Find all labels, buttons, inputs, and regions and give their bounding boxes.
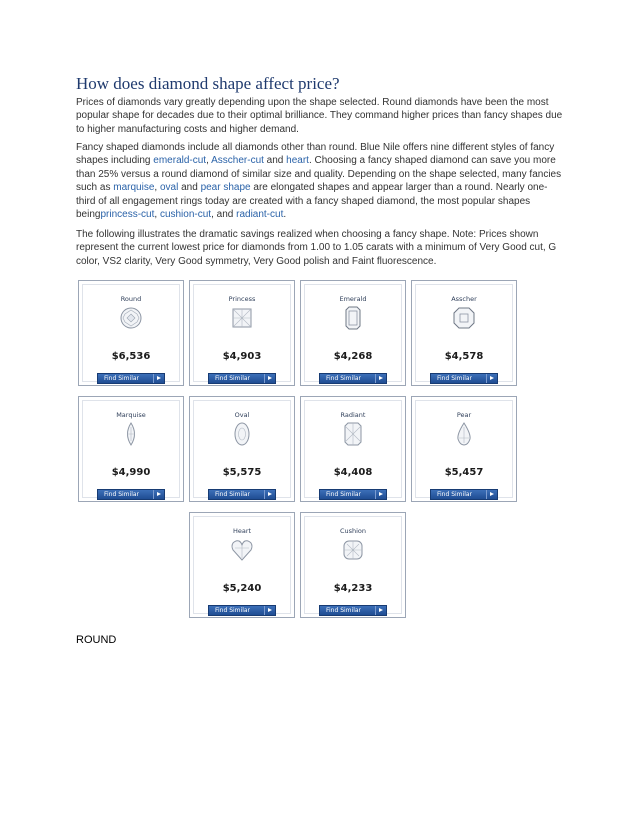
text: ,: [206, 155, 212, 167]
find-similar-button[interactable]: [430, 373, 498, 384]
find-similar-button[interactable]: [97, 373, 165, 384]
button-label: Find Similar: [326, 375, 361, 382]
find-similar-button[interactable]: [319, 605, 387, 616]
shape-price: $4,990: [111, 467, 151, 478]
shape-name: Marquise: [116, 411, 146, 419]
arrow-right-icon: [375, 606, 386, 615]
arrow-right-icon: [486, 374, 497, 383]
shape-card-radiant: [300, 396, 406, 502]
arrow-right-icon: [375, 490, 386, 499]
shape-card-marquise: [78, 396, 184, 502]
shape-name: Round: [120, 295, 142, 303]
text: ,: [154, 209, 160, 221]
article-title: How does diamond shape affect price?: [76, 74, 340, 93]
section-label-round: ROUND: [76, 634, 117, 646]
shape-name: Asscher: [451, 295, 477, 303]
arrow-right-icon: [264, 374, 275, 383]
text: and: [178, 182, 201, 194]
button-label: Find Similar: [437, 375, 472, 382]
shape-card-oval: [189, 396, 295, 502]
shape-card-pear: [411, 396, 517, 502]
text: , and: [211, 209, 237, 221]
shape-name: Cushion: [339, 527, 367, 535]
shape-card-asscher: [411, 280, 517, 386]
shape-price: $4,268: [333, 351, 373, 362]
find-similar-button[interactable]: [208, 373, 276, 384]
text: are elongated shapes and appear larger than a round. Nearly one-third of all engagement rings today are created with a fancy shaped diamond, the most popular shapes being: [76, 182, 548, 221]
link-pear-shape[interactable]: pear shape: [200, 182, 251, 194]
shape-price: $4,233: [333, 583, 373, 594]
link-cushion-cut[interactable]: cushion-cut: [159, 209, 212, 221]
shape-name: Radiant: [340, 411, 366, 419]
oval-diamond-icon: [230, 422, 254, 446]
shape-name: Princess: [228, 295, 256, 303]
shape-price: $6,536: [111, 351, 151, 362]
find-similar-button[interactable]: [208, 605, 276, 616]
asscher-diamond-icon: [452, 306, 476, 330]
shape-price: $5,240: [222, 583, 262, 594]
shape-card-emerald: [300, 280, 406, 386]
link-marquise[interactable]: marquise: [113, 182, 155, 194]
button-label: Find Similar: [437, 491, 472, 498]
text: and: [263, 155, 287, 167]
button-label: Find Similar: [215, 491, 250, 498]
heart-diamond-icon: [230, 538, 254, 562]
shape-card-cushion: [300, 512, 406, 618]
find-similar-button[interactable]: [319, 489, 387, 500]
find-similar-button[interactable]: [319, 373, 387, 384]
shape-card-round: [78, 280, 184, 386]
button-label: Find Similar: [104, 491, 139, 498]
text: Fancy shaped diamonds include all diamonds other than round. Blue Nile offers nine different styles of fancy shapes including: [76, 142, 555, 167]
link-oval[interactable]: oval: [159, 182, 179, 194]
shape-card-heart: [189, 512, 295, 618]
shape-name: Pear: [456, 411, 472, 419]
arrow-right-icon: [153, 490, 164, 499]
find-similar-button[interactable]: [430, 489, 498, 500]
cushion-diamond-icon: [341, 538, 365, 562]
radiant-diamond-icon: [341, 422, 365, 446]
princess-diamond-icon: [230, 306, 254, 330]
link-emerald-cut[interactable]: emerald-cut: [153, 155, 207, 167]
paragraph-fancy-shapes: [76, 141, 566, 221]
shape-price: $4,408: [333, 467, 373, 478]
find-similar-button[interactable]: [208, 489, 276, 500]
shape-card-princess: [189, 280, 295, 386]
button-label: Find Similar: [326, 491, 361, 498]
paragraph-intro: Prices of diamonds vary greatly depending upon the shape selected. Round diamonds have been the most popular shape for decades due to their optimal brilliance. They command higher prices than fancy shapes due to higher manufacturing costs and higher demand.: [76, 97, 563, 135]
text: ,: [154, 182, 160, 194]
arrow-right-icon: [264, 606, 275, 615]
shape-price: $4,903: [222, 351, 262, 362]
shape-price: $5,457: [444, 467, 484, 478]
arrow-right-icon: [375, 374, 386, 383]
arrow-right-icon: [153, 374, 164, 383]
arrow-right-icon: [486, 490, 497, 499]
shape-name: Emerald: [339, 295, 367, 303]
shape-name: Oval: [234, 411, 250, 419]
text: . Choosing a fancy shaped diamond can save you more than 25% versus a round diamond of similar size and quality. Depending on the shape selected, many fancies such as: [76, 155, 562, 194]
marquise-diamond-icon: [119, 422, 143, 446]
link-heart[interactable]: heart: [286, 155, 309, 167]
button-label: Find Similar: [104, 375, 139, 382]
find-similar-button[interactable]: [97, 489, 165, 500]
link-asscher-cut[interactable]: Asscher-cut: [211, 155, 264, 167]
paragraph-savings-note: The following illustrates the dramatic savings realized when choosing a fancy shape. Note: Prices shown represent the current lowest price for diamonds from 1.00 to 1.05 carats with a minimum of Very Good cut, G color, VS2 clarity, Very Good symmetry, Very Good polish and Faint fluorescence.: [76, 229, 557, 267]
button-label: Find Similar: [215, 607, 250, 614]
shape-price: $5,575: [222, 467, 262, 478]
link-radiant-cut[interactable]: radiant-cut: [236, 209, 284, 221]
text: .: [283, 209, 287, 221]
link-princess-cut[interactable]: princess-cut: [100, 209, 155, 221]
button-label: Find Similar: [326, 607, 361, 614]
button-label: Find Similar: [215, 375, 250, 382]
round-diamond-icon: [119, 306, 143, 330]
shape-name: Heart: [232, 527, 252, 535]
emerald-diamond-icon: [341, 306, 365, 330]
shape-price: $4,578: [444, 351, 484, 362]
pear-diamond-icon: [452, 422, 476, 446]
arrow-right-icon: [264, 490, 275, 499]
diamond-shape-price-grid: [78, 280, 518, 620]
